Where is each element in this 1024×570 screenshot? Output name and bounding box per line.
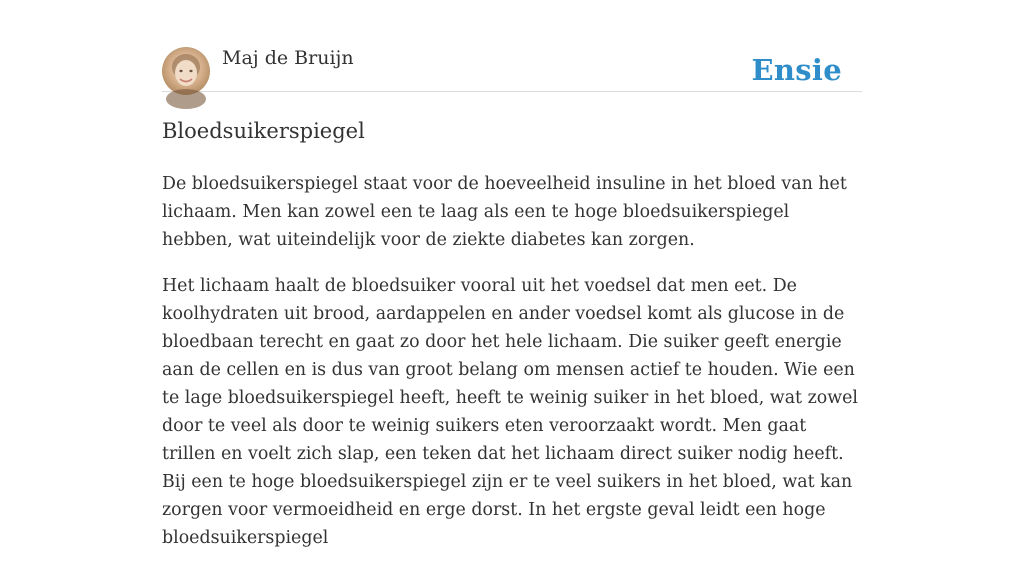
page-title: Bloedsuikerspiegel <box>162 119 365 143</box>
ensie-logo[interactable]: Ensie <box>751 53 842 87</box>
article-container <box>162 46 862 570</box>
article-body <box>162 170 862 552</box>
author-avatar[interactable] <box>162 47 210 95</box>
user-avatar-icon <box>162 47 210 95</box>
header <box>162 46 862 92</box>
article-paragraph: Het lichaam haalt de bloedsuiker vooral uit het voedsel dat men eet. De koolhydraten uit brood, aardappelen en ander voedsel komt als glucose in de bloedbaan terecht en gaat zo door het hele lichaam. Die suiker geeft energie aan de cellen en is dus van groot belang om mensen actief te houden. Wie een te lage bloedsuikerspiegel heeft, heeft te weinig suiker in het bloed, wat zowel door te veel als door te weinig suikers eten veroorzaakt wordt. Men gaat trillen en voelt zich slap, een teken dat het lichaam direct suiker nodig heeft. Bij een te hoge bloedsuikerspiegel zijn er te veel suikers in het bloed, wat kan zorgen voor vermoeidheid en erge dorst. In het ergste geval leidt een hoge bloedsuikerspiegel <box>162 276 858 548</box>
author-name[interactable]: Maj de Bruijn <box>222 47 354 69</box>
article-paragraph: De bloedsuikerspiegel staat voor de hoeveelheid insuline in het bloed van het lichaam. Men kan zowel een te laag als een te hoge bloedsuikerspiegel hebben, wat uiteindelijk voor de ziekte diabetes kan zorgen. <box>162 174 847 250</box>
